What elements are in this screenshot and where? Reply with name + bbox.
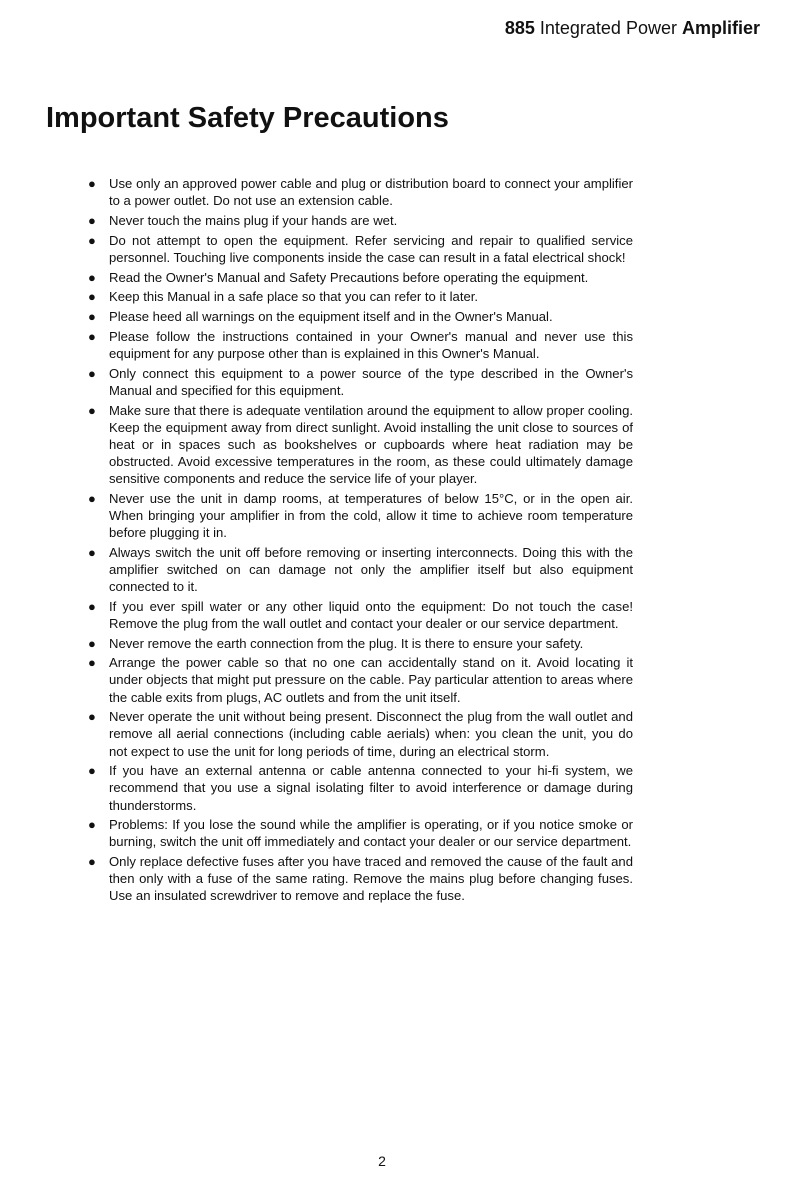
precaution-item bbox=[86, 654, 633, 705]
precaution-item bbox=[86, 212, 633, 229]
precaution-item bbox=[86, 288, 633, 305]
precaution-item bbox=[86, 402, 633, 487]
header-model-number: 885 bbox=[504, 18, 535, 38]
page-title: Important Safety Precautions bbox=[46, 102, 449, 134]
precaution-text: If you ever spill water or any other liquid onto the equipment: Do not touch the case! Remove the plug from the wall outlet and contact your dealer or our service department. bbox=[109, 598, 633, 631]
bullet-icon: ● bbox=[88, 232, 96, 248]
precaution-text: Always switch the unit off before removing or inserting interconnects. Doing this with the amplifier switched on can damage not only the amplifier itself but also equipment connected to it. bbox=[109, 544, 633, 594]
precaution-text: Keep this Manual in a safe place so that you can refer to it later. bbox=[109, 289, 479, 305]
bullet-icon: ● bbox=[88, 490, 96, 506]
precaution-text: Never operate the unit without being present. Disconnect the plug from the wall outlet and remove all aerial connections (including cable aerials) when: you clean the unit, you do not expect to use the unit for long periods of time, during an electrical storm. bbox=[109, 709, 633, 759]
precaution-text: Use only an approved power cable and plug or distribution board to connect your amplifier to a power outlet. Do not use an extension cable. bbox=[109, 176, 633, 209]
bullet-icon: ● bbox=[88, 328, 96, 344]
bullet-icon: ● bbox=[88, 635, 96, 651]
precaution-item bbox=[86, 328, 633, 362]
bullet-icon: ● bbox=[88, 544, 96, 560]
precaution-text: Problems: If you lose the sound while the amplifier is operating, or if you notice smoke or burning, switch the unit off immediately and contact your dealer or our service department. bbox=[109, 817, 633, 850]
precaution-item bbox=[86, 490, 633, 541]
precaution-item bbox=[86, 762, 633, 813]
precaution-item bbox=[86, 308, 633, 325]
bullet-icon: ● bbox=[88, 655, 96, 671]
precaution-text: If you have an external antenna or cable antenna connected to your hi-fi system, we recommend that you use a signal isolating filter to avoid interference or damage during thunderstorms. bbox=[109, 763, 633, 813]
precaution-text: Please follow the instructions contained in your Owner's manual and never use this equipment for any purpose other than is explained in this Owner's Manual. bbox=[109, 328, 633, 361]
precaution-item bbox=[86, 365, 633, 399]
precaution-item bbox=[86, 175, 633, 209]
page-number: 2 bbox=[378, 1153, 386, 1169]
precaution-item bbox=[86, 853, 633, 904]
precaution-item bbox=[86, 816, 633, 850]
precaution-item bbox=[86, 635, 633, 652]
bullet-icon: ● bbox=[88, 817, 96, 833]
precaution-text: Do not attempt to open the equipment. Refer servicing and repair to qualified service personnel. Touching live components inside the case can result in a fatal electrical shock! bbox=[109, 232, 633, 265]
precaution-item bbox=[86, 544, 633, 595]
header-product-word: Amplifier bbox=[681, 18, 760, 38]
running-header bbox=[505, 16, 760, 40]
precaution-text: Make sure that there is adequate ventilation around the equipment to allow proper cooling. Keep the equipment away from direct sunlight. Avoid installing the unit close to sources of heat or in spaces such as bookshelves or cupboards where heat radiation may be obstructed. Avoid excessive temperatures in the room, as these could ultimately damage sensitive components and reduce the service life of your player. bbox=[109, 402, 633, 486]
precaution-item bbox=[86, 232, 633, 266]
precaution-text: Only connect this equipment to a power source of the type described in the Owner's Manual and specified for this equipment. bbox=[109, 365, 633, 398]
precaution-text: Never touch the mains plug if your hands are wet. bbox=[109, 212, 398, 228]
bullet-icon: ● bbox=[88, 289, 96, 305]
bullet-icon: ● bbox=[88, 176, 96, 191]
bullet-icon: ● bbox=[88, 212, 96, 228]
bullet-icon: ● bbox=[88, 763, 96, 779]
bullet-icon: ● bbox=[88, 709, 96, 725]
precaution-text: Please heed all warnings on the equipment itself and in the Owner's Manual. bbox=[109, 309, 553, 325]
precaution-item bbox=[86, 598, 633, 632]
bullet-icon: ● bbox=[88, 365, 96, 381]
precaution-item bbox=[86, 708, 633, 759]
precaution-text: Only replace defective fuses after you have traced and removed the cause of the fault and then only with a fuse of the same rating. Remove the mains plug before changing fuses. Use an insulated screwdriver to remove and replace the fuse. bbox=[109, 854, 633, 904]
precaution-text: Never use the unit in damp rooms, at temperatures of below 15°C, or in the open air. When bringing your amplifier in from the cold, allow it time to achieve room temperature before plugging it in. bbox=[109, 490, 633, 540]
bullet-icon: ● bbox=[88, 402, 96, 418]
bullet-icon: ● bbox=[88, 854, 96, 870]
bullet-icon: ● bbox=[88, 598, 96, 614]
bullet-icon: ● bbox=[88, 309, 96, 325]
safety-precautions-list bbox=[86, 175, 633, 907]
precaution-text: Read the Owner's Manual and Safety Precautions before operating the equipment. bbox=[109, 269, 589, 285]
precaution-text: Never remove the earth connection from the plug. It is there to ensure your safety. bbox=[109, 635, 584, 651]
bullet-icon: ● bbox=[88, 269, 96, 285]
precaution-item bbox=[86, 269, 633, 286]
header-description: Integrated Power bbox=[539, 18, 677, 38]
precaution-text: Arrange the power cable so that no one can accidentally stand on it. Avoid locating it under objects that might put pressure on the cable. Pay particular attention to areas where the cable exits from plugs, AC outlets and from the unit itself. bbox=[109, 655, 633, 705]
